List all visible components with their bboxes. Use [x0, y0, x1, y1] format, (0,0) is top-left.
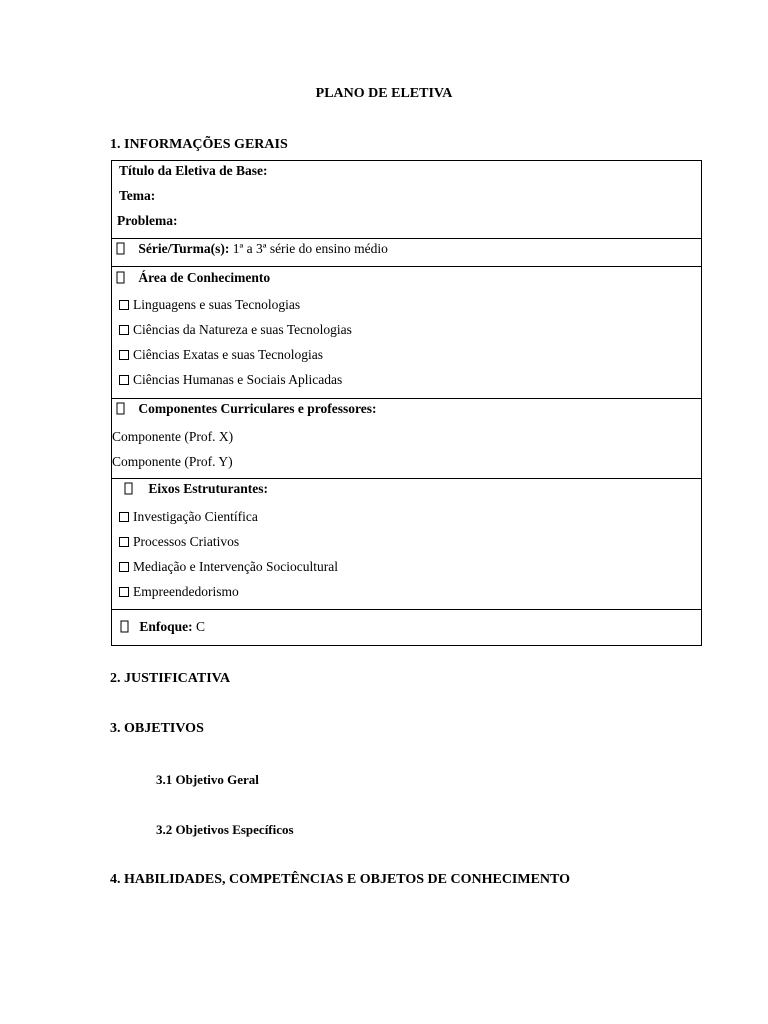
subsection-3-1-heading: 3.1 Objetivo Geral [156, 772, 259, 787]
missing-glyph-icon [115, 271, 127, 284]
area-option-label: Linguagens e suas Tecnologias [133, 297, 301, 312]
componente-item: Componente (Prof. Y) [112, 454, 233, 469]
eixos-header [123, 481, 268, 497]
serie-label: Série/Turma(s): [138, 241, 230, 256]
document-title: PLANO DE ELETIVA [315, 86, 453, 101]
eixos-label: Eixos Estruturantes: [148, 481, 269, 496]
serie-line [115, 241, 388, 257]
area-header [115, 270, 270, 286]
area-label: Área de Conhecimento [138, 270, 271, 285]
row-area-conhecimento [112, 267, 701, 399]
area-option-label: Ciências Exatas e suas Tecnologias [133, 347, 324, 362]
titulo-label: Título da Eletiva de Base: [119, 163, 268, 178]
checkbox-icon[interactable] [119, 325, 129, 335]
eixo-option-label: Empreendedorismo [133, 584, 239, 599]
eixo-option-label: Processos Criativos [133, 534, 240, 549]
section-3-heading: 3. OBJETIVOS [110, 721, 204, 736]
general-info-table [111, 160, 702, 646]
missing-glyph-icon [115, 242, 127, 255]
row-componentes [112, 399, 701, 479]
missing-glyph-icon [123, 482, 135, 495]
checkbox-icon[interactable] [119, 350, 129, 360]
eixo-option[interactable] [119, 559, 338, 575]
eixo-option[interactable] [119, 509, 258, 525]
area-option-label: Ciências Humanas e Sociais Aplicadas [133, 372, 343, 387]
area-option[interactable] [119, 297, 300, 313]
row-serie-turma [112, 239, 701, 267]
checkbox-icon[interactable] [119, 537, 129, 547]
section-2-heading: 2. JUSTIFICATIVA [110, 671, 231, 686]
eixo-option[interactable] [119, 584, 239, 600]
row-eixos [112, 479, 701, 610]
eixo-option-label: Investigação Científica [133, 509, 258, 524]
area-option[interactable] [119, 347, 323, 363]
enfoque-value: C [196, 619, 206, 634]
section-1-heading: 1. INFORMAÇÕES GERAIS [110, 137, 288, 152]
checkbox-icon[interactable] [119, 587, 129, 597]
section-4-heading: 4. HABILIDADES, COMPETÊNCIAS E OBJETOS DE CONHECIMENTO [110, 872, 571, 887]
subsection-3-2-heading: 3.2 Objetivos Específicos [156, 822, 294, 837]
componentes-label: Componentes Curriculares e professores: [138, 401, 377, 416]
area-option-label: Ciências da Natureza e suas Tecnologias [133, 322, 352, 337]
enfoque-line [119, 619, 205, 635]
missing-glyph-icon [115, 402, 127, 415]
tema-label: Tema: [119, 188, 156, 203]
checkbox-icon[interactable] [119, 375, 129, 385]
problema-label: Problema: [117, 213, 178, 228]
checkbox-icon[interactable] [119, 300, 129, 310]
eixo-option[interactable] [119, 534, 239, 550]
componentes-header [115, 401, 376, 417]
missing-glyph-icon [119, 620, 131, 633]
componente-item: Componente (Prof. X) [112, 429, 234, 444]
row-enfoque [112, 610, 701, 645]
checkbox-icon[interactable] [119, 562, 129, 572]
area-option[interactable] [119, 322, 352, 338]
row-title-theme-problem [112, 161, 701, 239]
enfoque-label: Enfoque: [139, 619, 193, 634]
checkbox-icon[interactable] [119, 512, 129, 522]
area-option[interactable] [119, 372, 342, 388]
serie-value: 1ª a 3ª série do ensino médio [232, 241, 388, 256]
eixo-option-label: Mediação e Intervenção Sociocultural [133, 559, 339, 574]
